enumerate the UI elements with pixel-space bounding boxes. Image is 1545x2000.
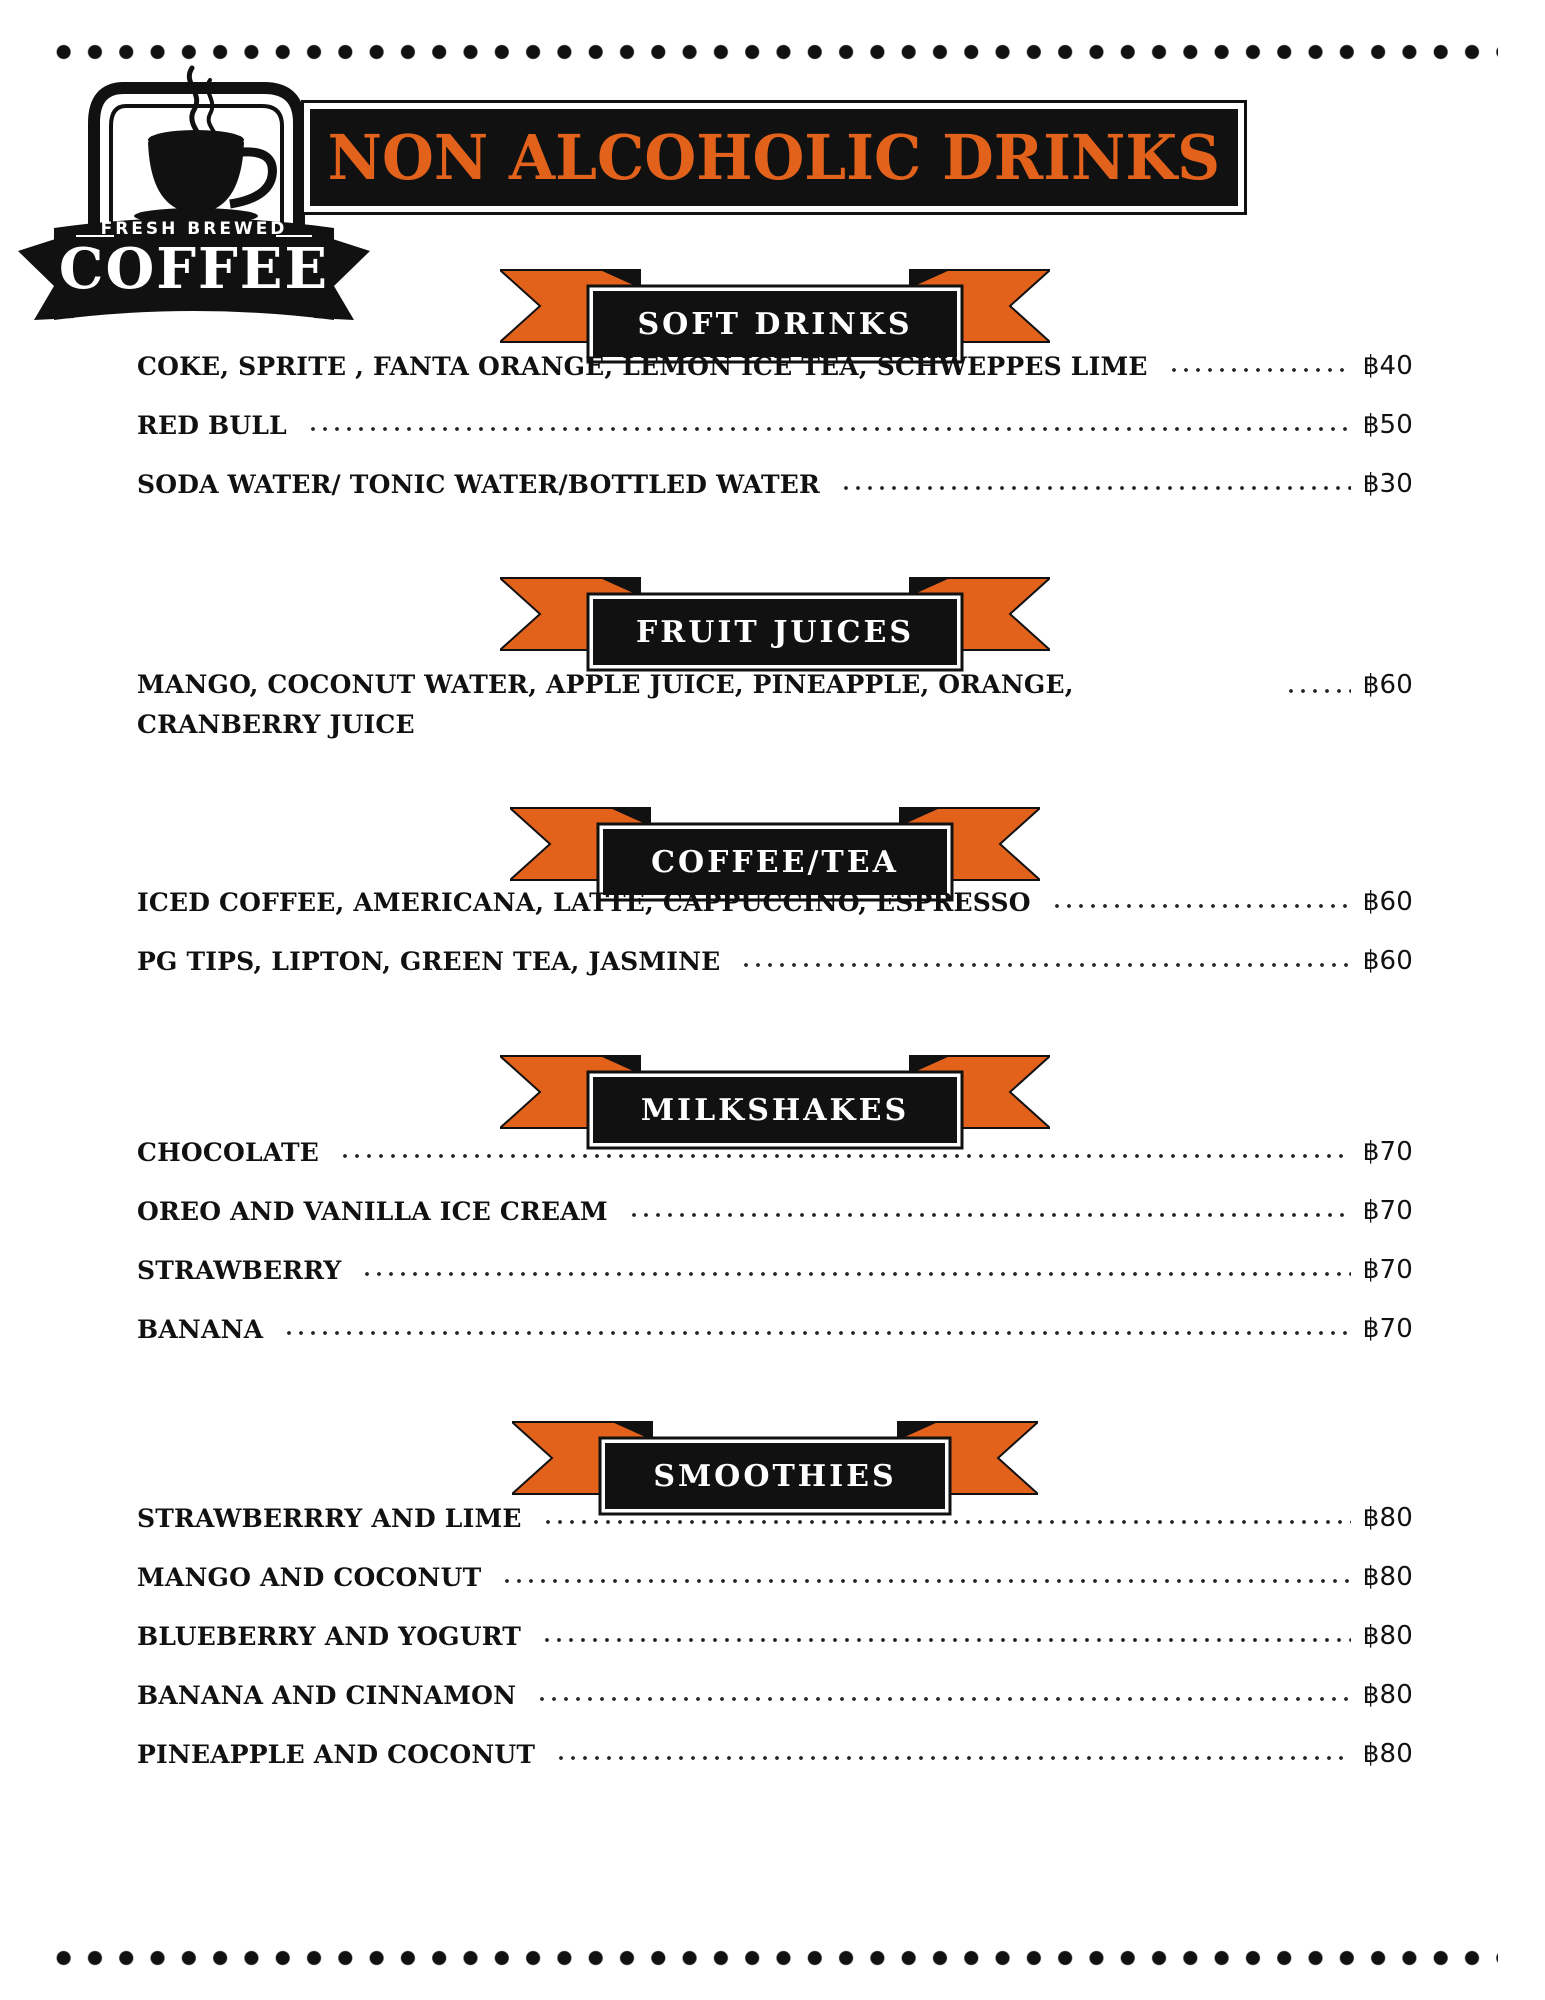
dot-leader bbox=[1051, 902, 1351, 910]
menu-item-name: PINEAPPLE AND COCONUT bbox=[137, 1740, 536, 1769]
menu-item-row bbox=[137, 351, 1413, 381]
dot-leader bbox=[541, 1636, 1351, 1644]
menu-item-row bbox=[137, 1562, 1413, 1592]
menu-item-name: OREO AND VANILLA ICE CREAM bbox=[137, 1197, 608, 1226]
menu-item-row bbox=[137, 946, 1413, 976]
menu-item-name: MANGO AND COCONUT bbox=[137, 1563, 482, 1592]
menu-item-name: RED BULL bbox=[137, 411, 287, 440]
dot-leader bbox=[361, 1270, 1350, 1278]
section-title: SMOOTHIES bbox=[653, 1458, 897, 1494]
menu-item-price: ฿80 bbox=[1362, 1503, 1413, 1533]
menu-item-row bbox=[137, 1503, 1413, 1533]
dot-leader bbox=[1285, 687, 1351, 695]
menu-item-name: BLUEBERRY AND YOGURT bbox=[137, 1622, 522, 1651]
menu-item-name: BANANA AND CINNAMON bbox=[137, 1681, 517, 1710]
menu-item-row bbox=[137, 1680, 1413, 1710]
menu-item-price: ฿60 bbox=[1362, 946, 1413, 976]
menu-item-price: ฿50 bbox=[1362, 410, 1413, 440]
menu-item-row bbox=[137, 1739, 1413, 1769]
menu-item-name: PG TIPS, LIPTON, GREEN TEA, JASMINE bbox=[137, 947, 721, 976]
menu-item-price: ฿80 bbox=[1362, 1621, 1413, 1651]
menu-item-price: ฿70 bbox=[1362, 1314, 1413, 1344]
dot-leader bbox=[501, 1577, 1350, 1585]
menu-item-row bbox=[137, 1621, 1413, 1651]
logo-main-text: COFFEE bbox=[58, 236, 330, 302]
menu-item-row bbox=[137, 1314, 1413, 1344]
menu-item-price: ฿80 bbox=[1362, 1562, 1413, 1592]
menu-item-price: ฿40 bbox=[1362, 351, 1413, 381]
menu-item-name: STRAWBERRRY AND LIME bbox=[137, 1504, 522, 1533]
dot-leader bbox=[628, 1211, 1351, 1219]
page-title-box bbox=[301, 100, 1247, 215]
menu-item-price: ฿70 bbox=[1362, 1137, 1413, 1167]
menu-item-row bbox=[137, 1255, 1413, 1285]
menu-item-price: ฿70 bbox=[1362, 1255, 1413, 1285]
menu-item-name: CHOCOLATE bbox=[137, 1138, 320, 1167]
menu-item-row bbox=[137, 469, 1413, 499]
dot-leader bbox=[339, 1152, 1351, 1160]
dot-leader bbox=[840, 484, 1351, 492]
section-title: MILKSHAKES bbox=[640, 1092, 910, 1128]
menu-item-price: ฿70 bbox=[1362, 1196, 1413, 1226]
menu-item-row bbox=[137, 665, 1413, 745]
menu-item-price: ฿80 bbox=[1362, 1739, 1413, 1769]
dot-leader bbox=[283, 1329, 1351, 1337]
page-title: NON ALCOHOLIC DRINKS bbox=[327, 121, 1221, 194]
section-title: FRUIT JUICES bbox=[636, 614, 914, 650]
menu-item-row bbox=[137, 1196, 1413, 1226]
decorative-dot-border-bottom bbox=[48, 1948, 1498, 1968]
menu-item-name: COKE, SPRITE , FANTA ORANGE, LEMON ICE TEA, SCHWEPPES LIME bbox=[137, 352, 1148, 381]
section-title: COFFEE/TEA bbox=[651, 844, 899, 880]
logo-top-text: FRESH BREWED bbox=[100, 219, 288, 239]
dot-leader bbox=[1168, 366, 1351, 374]
menu-item-row bbox=[137, 887, 1413, 917]
menu-item-price: ฿60 bbox=[1362, 670, 1413, 700]
dot-leader bbox=[536, 1695, 1351, 1703]
menu-item-name: BANANA bbox=[137, 1315, 264, 1344]
menu-item-name: ICED COFFEE, AMERICANA, LATTE, CAPPUCCINO, ESPRESSO bbox=[137, 888, 1031, 917]
menu-item-price: ฿60 bbox=[1362, 887, 1413, 917]
section-banner bbox=[500, 574, 1050, 674]
menu-item-price: ฿30 bbox=[1362, 469, 1413, 499]
dot-leader bbox=[542, 1518, 1351, 1526]
dot-leader bbox=[555, 1754, 1351, 1762]
menu-item-name: MANGO, COCONUT WATER, APPLE JUICE, PINEAPPLE, ORANGE, CRANBERRY JUICE bbox=[137, 670, 1074, 739]
menu-item-name: SODA WATER/ TONIC WATER/BOTTLED WATER bbox=[137, 470, 821, 499]
menu-item-price: ฿80 bbox=[1362, 1680, 1413, 1710]
menu-item-row bbox=[137, 410, 1413, 440]
dot-leader bbox=[307, 425, 1351, 433]
section-title: SOFT DRINKS bbox=[637, 306, 913, 342]
menu-item-row bbox=[137, 1137, 1413, 1167]
menu-item-name: STRAWBERRY bbox=[137, 1256, 342, 1285]
dot-leader bbox=[740, 961, 1350, 969]
